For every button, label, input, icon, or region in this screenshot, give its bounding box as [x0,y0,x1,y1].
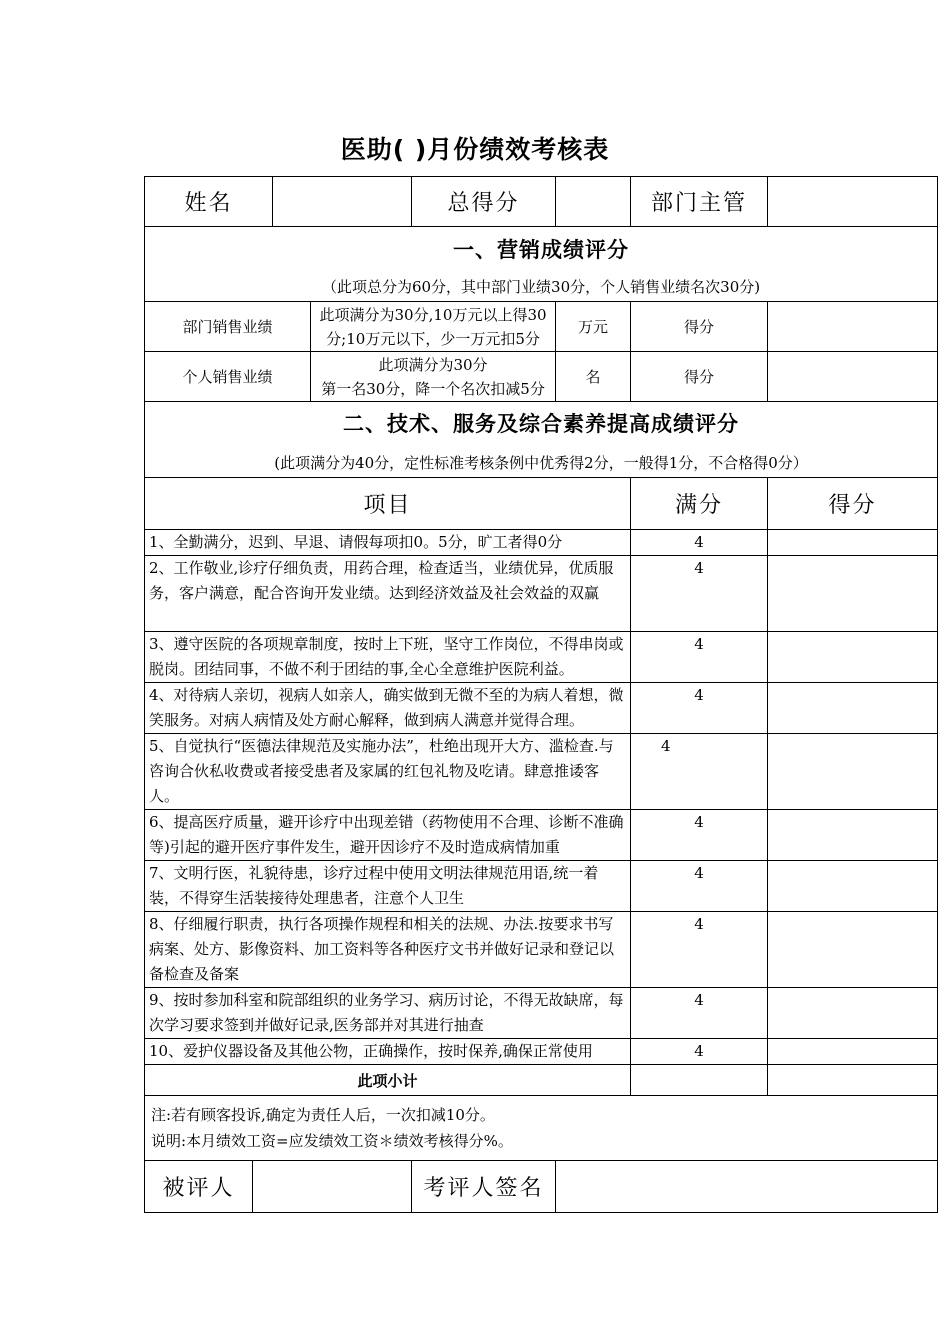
evaluated-person-label: 被评人 [145,1161,253,1213]
personal-sales-unit: 名 [556,352,631,402]
subtotal-label: 此项小计 [145,1065,631,1096]
subtotal-score-cell[interactable] [768,1065,938,1096]
criteria-full-score: 4 [631,810,768,861]
evaluated-person-cell[interactable] [253,1161,412,1213]
criteria-score-cell[interactable] [768,632,938,683]
criteria-score-cell[interactable] [768,683,938,734]
complaint-note: 注:若有顾客投诉,确定为责任人后，一次扣减10分。 [151,1106,495,1124]
criteria-full-score: 4 [631,988,768,1039]
personal-sales-score-label: 得分 [631,352,768,402]
criteria-text: 2、工作敬业,诊疗仔细负责，用药合理，检查适当，业绩优异，优质服务，客户满意，配合咨询开发业绩。达到经济效益及社会效益的双赢 [145,556,631,632]
manager-value-cell[interactable] [768,177,938,227]
dept-sales-rule [311,302,556,352]
criteria-text: 4、对待病人亲切，视病人如亲人，确实做到无微不至的为病人着想，微笑服务。对病人病情及处方耐心解释，做到病人满意并觉得合理。 [145,683,631,734]
personal-sales-score-cell[interactable] [768,352,938,402]
column-header-row [145,478,938,530]
table-row [145,632,938,683]
section1-header-cell [145,227,938,302]
criteria-full-score: 4 [631,556,768,632]
name-label: 姓名 [145,177,273,227]
personal-sales-rule-line2: 第一名30分，降一个名次扣减5分 [321,379,545,398]
criteria-full-score: 4 [631,632,768,683]
notes-cell [145,1096,938,1161]
criteria-text: 1、全勤满分，迟到、早退、请假每项扣0。5分，旷工者得0分 [145,530,631,556]
performance-table [144,176,938,1213]
evaluator-signature-cell[interactable] [556,1161,938,1213]
form-title: 医助( )月份绩效考核表 [340,135,610,164]
criteria-text: 7、文明行医，礼貌待患，诊疗过程中使用文明法律规范用语,统一着装，不得穿生活装接待处理患者，注意个人卫生 [145,861,631,912]
table-row [145,683,938,734]
dept-sales-rule-line1: 此项满分为30分,10万元以上得30 [319,305,547,324]
full-score-column-header: 满分 [631,478,768,530]
dept-sales-score-label: 得分 [631,302,768,352]
criteria-score-cell[interactable] [768,912,938,988]
criteria-score-cell[interactable] [768,734,938,810]
criteria-score-cell[interactable] [768,556,938,632]
section2-title: 二、技术、服务及综合素养提高成绩评分 [343,412,740,436]
personal-sales-label: 个人销售业绩 [145,352,311,402]
section2-note: (此项满分为40分，定性标准考核条例中优秀得2分，一般得1分，不合格得0分） [274,454,808,472]
criteria-full-score: 4 [631,861,768,912]
table-row [145,530,938,556]
total-score-label: 总得分 [412,177,556,227]
evaluator-signature-label: 考评人签名 [412,1161,556,1213]
table-row [145,861,938,912]
table-row [145,988,938,1039]
dept-sales-label: 部门销售业绩 [145,302,311,352]
section1-header-row [145,227,938,302]
table-row [145,810,938,861]
dept-sales-score-cell[interactable] [768,302,938,352]
section1-note: （此项总分为60分，其中部门业绩30分，个人销售业绩名次30分) [321,277,761,296]
table-row [145,556,938,632]
salary-explanation: 说明:本月绩效工资=应发绩效工资＊绩效考核得分%。 [151,1132,513,1150]
subtotal-full-cell[interactable] [631,1065,768,1096]
personal-sales-rule [311,352,556,402]
item-column-header: 项目 [145,478,631,530]
table-row [145,1039,938,1065]
total-score-value-cell[interactable] [556,177,631,227]
table-row [145,734,938,810]
criteria-text: 6、提高医疗质量，避开诊疗中出现差错（药物使用不合理、诊断不准确等)引起的避开医疗事件发生，避开因诊疗不及时造成病情加重 [145,810,631,861]
criteria-text: 5、自觉执行“医德法律规范及实施办法”，杜绝出现开大方、滥检查.与咨询合伙私收费或者接受患者及家属的红包礼物及吃请。肆意推诿客人。 [145,734,631,810]
criteria-full-score: 4 [631,1039,768,1065]
header-row [145,177,938,227]
criteria-score-cell[interactable] [768,1039,938,1065]
personal-sales-rule-line1: 此项满分为30分 [378,355,488,374]
score-column-header: 得分 [768,478,938,530]
table-row [145,912,938,988]
subtotal-row [145,1065,938,1096]
criteria-full-score: 4 [631,530,768,556]
notes-row [145,1096,938,1161]
section2-header-cell [145,402,938,478]
dept-sales-unit: 万元 [556,302,631,352]
dept-sales-rule-line2: 分;10万元以下，少一万元扣5分 [326,329,540,348]
criteria-score-cell[interactable] [768,861,938,912]
name-value-cell[interactable] [273,177,412,227]
criteria-score-cell[interactable] [768,810,938,861]
criteria-score-cell[interactable] [768,530,938,556]
criteria-full-score: 4 [631,683,768,734]
dept-sales-row [145,302,938,352]
criteria-text: 9、按时参加科室和院部组织的业务学习、病历讨论，不得无故缺席，每次学习要求签到并做好记录,医务部并对其进行抽查 [145,988,631,1039]
manager-label: 部门主管 [631,177,768,227]
criteria-full-score: 4 [631,734,768,810]
criteria-text: 10、爱护仪器设备及其他公物，正确操作，按时保养,确保正常使用 [145,1039,631,1065]
section1-title: 一、营销成绩评分 [453,237,630,262]
section2-header-row [145,402,938,478]
criteria-text: 8、仔细履行职责，执行各项操作规程和相关的法规、办法.按要求书写病案、处方、影像资料、加工资料等各种医疗文书并做好记录和登记以备检查及备案 [145,912,631,988]
criteria-full-score: 4 [631,912,768,988]
signature-row [145,1161,938,1213]
criteria-text: 3、遵守医院的各项规章制度，按时上下班，坚守工作岗位，不得串岗或脱岗。团结同事，不做不利于团结的事,全心全意维护医院利益。 [145,632,631,683]
criteria-score-cell[interactable] [768,988,938,1039]
personal-sales-row [145,352,938,402]
